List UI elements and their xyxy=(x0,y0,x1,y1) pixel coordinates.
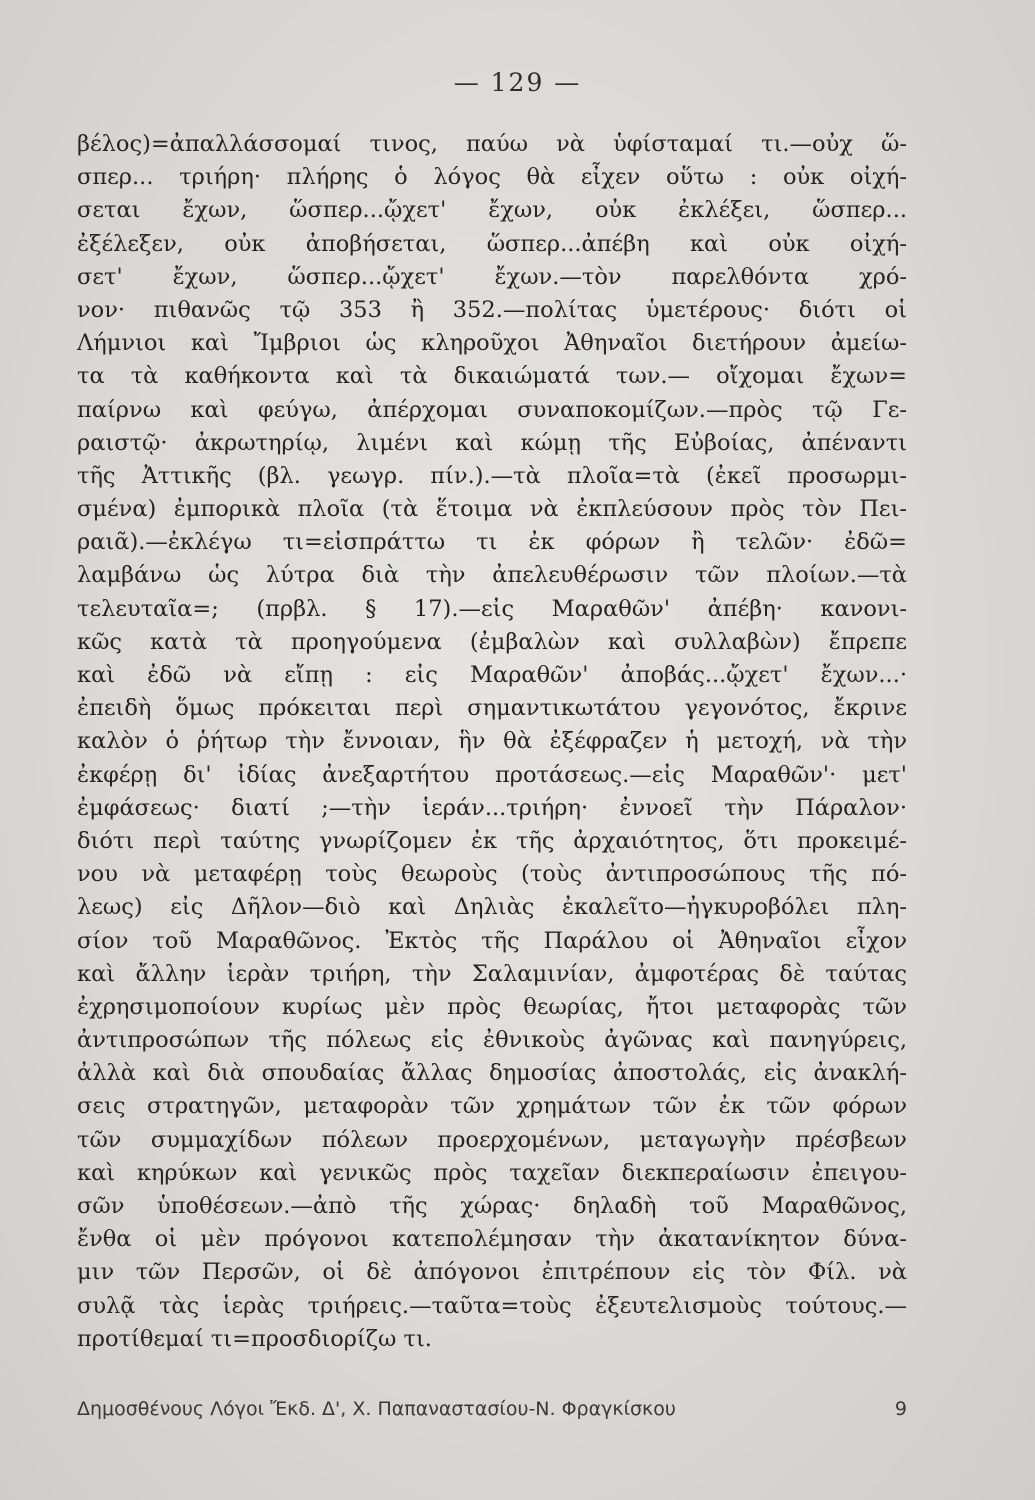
text-line: ἀλλὰ καὶ διὰ σπουδαίας ἄλλας δημοσίας ἀποστολάς, εἰς ἀνακλή- xyxy=(77,1060,907,1087)
text-line: ἀντιπροσώπων τῆς πόλεως εἰς ἐθνικοὺς ἀγῶνας καὶ πανηγύρεις, xyxy=(77,1027,907,1054)
text-line: καὶ ἐδῶ νὰ εἴπῃ : εἰς Μαραθῶν' ἀποβάς...ᾤχετ' ἔχων...· xyxy=(77,662,907,688)
text-line: βέλος)=ἀπαλλάσσομαί τινος, παύω νὰ ὑφίσταμαί τι.—οὐχ ὥ- xyxy=(77,131,907,157)
text-line: συλᾷ τὰς ἱερὰς τριήρεις.—ταῦτα=τοὺς ἐξευτελισμοὺς τούτους.— xyxy=(77,1292,907,1319)
signature-mark: 9 xyxy=(894,1398,907,1420)
text-line: σῶν ὑποθέσεων.—ἀπὸ τῆς χώρας· δηλαδὴ τοῦ Μαραθῶνος, xyxy=(77,1193,907,1219)
text-line: τῶν συμμαχίδων πόλεων προερχομένων, μεταγωγὴν πρέσβεων xyxy=(77,1126,907,1153)
text-line: ἐξέλεξεν, οὐκ ἀποβήσεται, ὥσπερ...ἀπέβη καὶ οὐκ οἰχή- xyxy=(77,230,907,257)
text-line: κῶς κατὰ τὰ προηγούμενα (ἐμβαλὼν καὶ συλλαβὼν) ἔπρεπε xyxy=(77,628,907,655)
text-line: σπερ... τριήρη· πλήρης ὁ λόγος θὰ εἶχεν οὕτω : οὐκ οἰχή- xyxy=(77,164,907,191)
text-line: διότι περὶ ταύτης γνωρίζομεν ἐκ τῆς ἀρχαιότητος, ὅτι προκειμέ- xyxy=(77,827,907,854)
commentary-text xyxy=(77,128,907,1356)
text-line: νου νὰ μεταφέρῃ τοὺς θεωροὺς (τοὺς ἀντιπροσώπους τῆς πό- xyxy=(77,861,907,888)
text-line: ἐκφέρῃ δι' ἰδίας ἀνεξαρτήτου προτάσεως.—εἰς Μαραθῶν'· μετ' xyxy=(77,761,907,788)
text-line: νον· πιθανῶς τῷ 353 ἢ 352.—πολίτας ὑμετέρους· διότι οἱ xyxy=(77,296,907,323)
text-line: σεται ἔχων, ὥσπερ...ᾤχετ' ἔχων, οὐκ ἐκλέξει, ὥσπερ... xyxy=(77,197,907,224)
text-line: προτίθεμαί τι=προσδιορίζω τι. xyxy=(77,1325,432,1352)
text-line: σεις στρατηγῶν, μεταφορὰν τῶν χρημάτων τῶν ἐκ τῶν φόρων xyxy=(77,1093,907,1120)
text-line: καλὸν ὁ ῥήτωρ τὴν ἔννοιαν, ἣν θὰ ἐξέφραζεν ἡ μετοχή, νὰ τὴν xyxy=(77,728,907,755)
page-footer xyxy=(77,1398,907,1420)
text-line: ἐχρησιμοποίουν κυρίως μὲν πρὸς θεωρίας, ἤτοι μεταφορὰς τῶν xyxy=(77,993,907,1020)
text-line: σετ' ἔχων, ὥσπερ...ᾤχετ' ἔχων.—τὸν παρελθόντα χρό- xyxy=(77,263,907,290)
text-line: τῆς Ἀττικῆς (βλ. γεωγρ. πίν.).—τὰ πλοῖα=τὰ (ἐκεῖ προσωρμι- xyxy=(77,462,907,489)
text-line: ραιᾶ).—ἐκλέγω τι=εἰσπράττω τι ἐκ φόρων ἢ τελῶν· ἐδῶ= xyxy=(77,529,907,556)
text-line: ἔνθα οἱ μὲν πρόγονοι κατεπολέμησαν τὴν ἀκατανίκητον δύνα- xyxy=(77,1226,907,1253)
text-line: ἐμφάσεως· διατί ;—τὴν ἱεράν...τριήρη· ἐννοεῖ τὴν Πάραλον· xyxy=(77,794,907,821)
page-number: — 129 — xyxy=(453,68,582,97)
text-line: τα τὰ καθήκοντα καὶ τὰ δικαιώματά των.— οἴχομαι ἔχων= xyxy=(77,363,907,390)
text-line: σμένα) ἐμπορικὰ πλοῖα (τὰ ἕτοιμα νὰ ἐκπλεύσουν πρὸς τὸν Πει- xyxy=(77,496,907,523)
text-line: λεως) εἰς Δῆλον—διὸ καὶ Δηλιὰς ἐκαλεῖτο—ἠγκυροβόλει πλη- xyxy=(77,894,907,921)
text-line: τελευταῖα=; (πρβλ. § 17).—εἰς Μαραθῶν' ἀπέβη· κανονι- xyxy=(77,595,907,622)
text-line: Λήμνιοι καὶ Ἴμβριοι ὡς κληροῦχοι Ἀθηναῖοι διετήρουν ἀμείω- xyxy=(77,330,907,357)
text-line: καὶ κηρύκων καὶ γενικῶς πρὸς ταχεῖαν διεκπεραίωσιν ἐπειγου- xyxy=(77,1159,907,1186)
text-line: παίρνω καὶ φεύγω, ἀπέρχομαι συναποκομίζων.—πρὸς τῷ Γε- xyxy=(77,396,907,423)
footer-imprint: Δημοσθένους Λόγοι Ἔκδ. Δ', Χ. Παπαναστασίου-Ν. Φραγκίσκου xyxy=(77,1398,676,1420)
text-line: ραιστῷ· ἀκρωτηρίῳ, λιμένι καὶ κώμῃ τῆς Εὐβοίας, ἀπέναντι xyxy=(77,429,907,456)
text-line: σίον τοῦ Μαραθῶνος. Ἐκτὸς τῆς Παράλου οἱ Ἀθηναῖοι εἶχον xyxy=(77,927,907,954)
text-line: ἐπειδὴ ὅμως πρόκειται περὶ σημαντικωτάτου γεγονότος, ἔκρινε xyxy=(77,695,907,722)
text-line: καὶ ἄλλην ἱερὰν τριήρη, τὴν Σαλαμινίαν, ἀμφοτέρας δὲ ταύτας xyxy=(77,960,907,987)
text-line: λαμβάνω ὡς λύτρα διὰ τὴν ἀπελευθέρωσιν τῶν πλοίων.—τὰ xyxy=(77,562,907,589)
text-line: μιν τῶν Περσῶν, οἱ δὲ ἀπόγονοι ἐπιτρέπουν εἰς τὸν Φίλ. νὰ xyxy=(77,1259,907,1286)
